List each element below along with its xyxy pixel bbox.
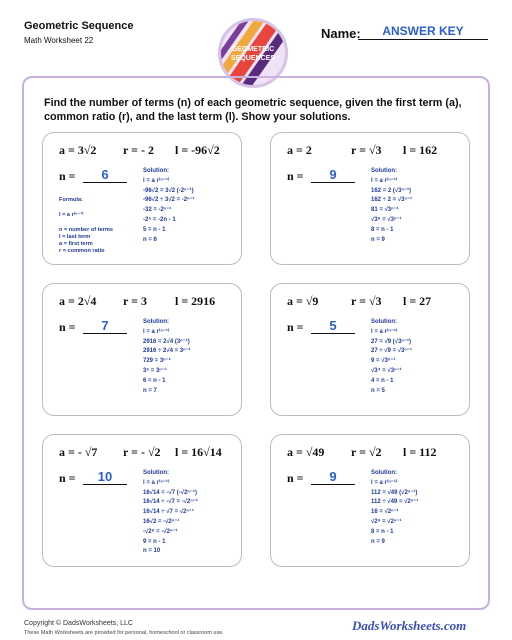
solution-step: n = 7 — [143, 387, 157, 394]
problem-card-4 — [270, 283, 470, 416]
solution-step: 729 = 3ⁿ⁻¹ — [143, 358, 171, 365]
n-label: n = — [59, 169, 76, 183]
solution-step: 16 = √2ⁿ⁻¹ — [371, 509, 399, 516]
problem-card-1 — [42, 132, 242, 265]
n-label: n = — [59, 320, 76, 334]
common-ratio: r = √3 — [351, 294, 382, 308]
solution-step: √3⁸ = √3ⁿ⁻¹ — [371, 216, 402, 223]
formula-line: l = last term — [59, 234, 91, 240]
solution-step: √2⁸ = √2ⁿ⁻¹ — [371, 518, 402, 525]
answer-value: 9 — [329, 167, 337, 182]
solution-step: n = 5 — [371, 387, 385, 394]
solution-step: 16√14 ÷ -√7 = -√2ⁿ⁻¹ — [143, 499, 198, 506]
last-term: l = 2916 — [175, 294, 216, 308]
solution-step: -96√2 ÷ 3√2 = -2ⁿ⁻¹ — [143, 197, 195, 204]
problem-card-2 — [270, 132, 470, 265]
last-term: l = -96√2 — [175, 143, 220, 157]
solution-steps — [371, 318, 467, 396]
solution-steps — [143, 318, 239, 396]
solution-step: 16√2 = -√2ⁿ⁻¹ — [143, 518, 180, 525]
solution-step: l = a r⁽ⁿ⁻¹⁾ — [143, 479, 170, 486]
first-term: a = 3√2 — [59, 143, 97, 157]
n-label: n = — [287, 320, 304, 334]
solution-step: √3⁴ = √3ⁿ⁻¹ — [371, 367, 402, 374]
formula-text: l = a r⁽ⁿ⁻¹⁾ — [59, 212, 84, 218]
solution-steps — [371, 167, 467, 245]
name-underline — [358, 39, 488, 40]
solution-step: 27 = √9 (√3ⁿ⁻¹) — [371, 338, 411, 345]
solution-step: -96√2 = 3√2 (-2ⁿ⁻¹) — [143, 187, 194, 194]
solution-step: 162 ÷ 2 = √3ⁿ⁻¹ — [371, 197, 412, 204]
common-ratio: r = √3 — [351, 143, 382, 157]
first-term: a = √49 — [287, 445, 325, 459]
solution-step: l = a r⁽ⁿ⁻¹⁾ — [371, 177, 398, 184]
solution-steps — [371, 469, 467, 547]
solution-heading: Solution: — [371, 319, 397, 325]
answer-value: 10 — [97, 469, 113, 484]
solution-step: 8 = n - 1 — [371, 528, 394, 535]
solution-heading: Solution: — [143, 168, 169, 174]
last-term: l = 16√14 — [175, 445, 222, 459]
name-label: Name: — [321, 26, 361, 41]
first-term: a = - √7 — [59, 445, 98, 459]
formula-line: n = number of terms — [59, 227, 113, 233]
solution-step: 112 = √49 (√2ⁿ⁻¹) — [371, 489, 418, 496]
answer-line — [311, 333, 355, 334]
solution-step: 162 = 2 (√3ⁿ⁻¹) — [371, 187, 412, 194]
worksheet-title: Geometric Sequence — [24, 20, 134, 32]
solution-step: 3⁶ = 3ⁿ⁻¹ — [143, 367, 167, 374]
logo-text-line1: GEOMETRIC — [231, 46, 275, 53]
answer-value: 9 — [329, 469, 337, 484]
answer-value: 5 — [329, 318, 337, 333]
common-ratio: r = √2 — [351, 445, 382, 459]
answer-line — [311, 182, 355, 183]
solution-heading: Solution: — [371, 168, 397, 174]
answer-line — [83, 182, 127, 183]
logo-text-line2: SEQUENCES — [231, 55, 275, 62]
answer-value: 6 — [101, 167, 109, 182]
solution-step: 9 = √3ⁿ⁻¹ — [371, 358, 396, 365]
usage-note: These Math Worksheets are provided for personal, homeschool or classroom use. — [24, 630, 224, 636]
problem-card-3 — [42, 283, 242, 416]
answer-line — [83, 333, 127, 334]
solution-step: 4 = n - 1 — [371, 377, 394, 384]
common-ratio: r = - √2 — [123, 445, 161, 459]
last-term: l = 27 — [403, 294, 432, 308]
formula-line: r = common ratio — [59, 248, 105, 254]
solution-step: n = 6 — [143, 236, 157, 243]
solution-step: 2916 = 2√4 (3ⁿ⁻¹) — [143, 338, 190, 345]
formula-line: a = first term — [59, 241, 93, 247]
n-label: n = — [287, 471, 304, 485]
brand-logo: DadsWorksheets.com — [352, 618, 467, 633]
solution-heading: Solution: — [371, 470, 397, 476]
formula-title: Formula: — [59, 197, 83, 203]
solution-step: l = a r⁽ⁿ⁻¹⁾ — [371, 328, 398, 335]
formula-notes — [59, 197, 139, 255]
solution-heading: Solution: — [143, 319, 169, 325]
solution-step: 5 = n - 1 — [143, 226, 166, 233]
first-term: a = √9 — [287, 294, 319, 308]
solution-step: l = a r⁽ⁿ⁻¹⁾ — [371, 479, 398, 486]
first-term: a = 2 — [287, 143, 312, 157]
answer-line — [311, 484, 355, 485]
answer-line — [83, 484, 127, 485]
solution-step: 81 = √3ⁿ⁻¹ — [371, 207, 399, 214]
solution-step: 9 = n - 1 — [143, 538, 166, 545]
last-term: l = 162 — [403, 143, 438, 157]
solution-step: -32 = -2ⁿ⁻¹ — [143, 207, 172, 214]
solution-step: l = a r⁽ⁿ⁻¹⁾ — [143, 177, 170, 184]
solution-step: 16√14 ÷ √7 = √2ⁿ⁻¹ — [143, 509, 194, 516]
solution-step: 27 ÷ √9 = √3ⁿ⁻¹ — [371, 348, 412, 355]
solution-step: n = 9 — [371, 236, 385, 243]
solution-step: 2916 ÷ 2√4 = 3ⁿ⁻¹ — [143, 348, 191, 355]
solution-step: 8 = n - 1 — [371, 226, 394, 233]
solution-step: 16√14 = -√7 (-√2ⁿ⁻¹) — [143, 489, 197, 496]
solution-step: 112 ÷ √49 = √2ⁿ⁻¹ — [371, 499, 419, 506]
problem-card-5 — [42, 434, 242, 567]
common-ratio: r = - 2 — [123, 143, 154, 157]
instructions: Find the number of terms (n) of each geometric sequence, given the first term (a), common ratio (r), and the last term (l). Show your solutions. — [44, 97, 462, 123]
worksheet-subtitle: Math Worksheet 22 — [24, 36, 94, 45]
answer-value: 7 — [101, 318, 109, 333]
copyright: Copyright © DadsWorksheets, LLC — [24, 620, 133, 627]
solution-step: -2⁵ = -2n - 1 — [143, 216, 176, 223]
solution-steps — [143, 469, 239, 557]
solution-step: -√2⁹ = -√2ⁿ⁻¹ — [143, 528, 178, 535]
last-term: l = 112 — [403, 445, 437, 459]
solution-heading: Solution: — [143, 470, 169, 476]
solution-step: n = 9 — [371, 538, 385, 545]
answer-key-label: ANSWER KEY — [382, 24, 464, 38]
common-ratio: r = 3 — [123, 294, 147, 308]
n-label: n = — [59, 471, 76, 485]
solution-steps — [143, 167, 239, 245]
first-term: a = 2√4 — [59, 294, 97, 308]
n-label: n = — [287, 169, 304, 183]
solution-step: l = a r⁽ⁿ⁻¹⁾ — [143, 328, 170, 335]
problem-card-6 — [270, 434, 470, 567]
solution-step: n = 10 — [143, 548, 161, 555]
solution-step: 6 = n - 1 — [143, 377, 166, 384]
